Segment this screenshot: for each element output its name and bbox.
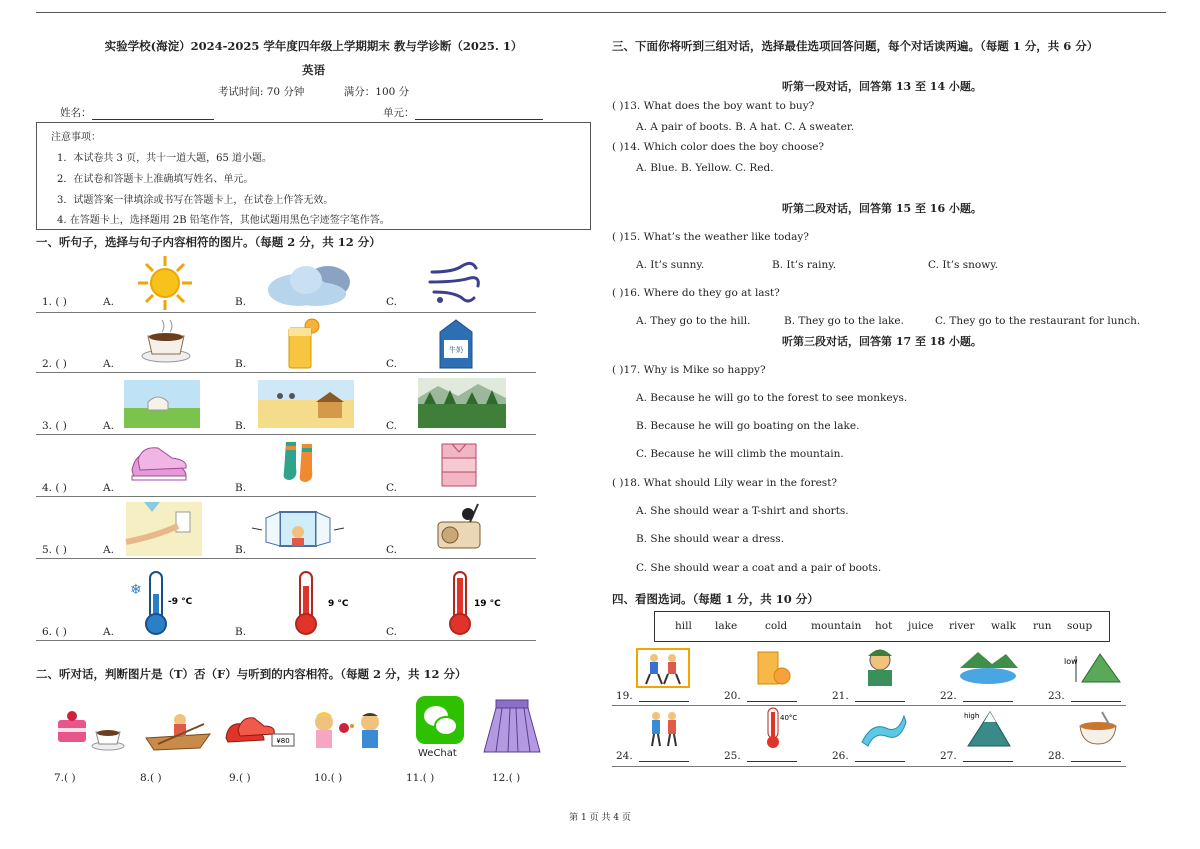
thermometer-cold-picture (122, 570, 202, 636)
section3-heading: 三、下面你将听到三组对话，选择最佳选项回答问题，每个对话读两遍。（每题 1 分，共 6 分） (612, 39, 1099, 53)
cake-coffee-picture (54, 702, 126, 754)
exam-title: 实验学校(海淀）2024-2025 学年度四年级上学期期末 教与学诊断（2025. 1） (104, 39, 523, 53)
top-rule (36, 12, 1166, 13)
q21-blank[interactable] (832, 690, 905, 702)
q18-option-c: C. She should wear a coat and a pair of boots. (636, 562, 882, 574)
q5-option-b: B. (235, 544, 247, 556)
dialog1-instruction: 听第一段对话，回答第 13 至 14 小题。 (782, 80, 982, 93)
word-bank (654, 611, 1110, 642)
open-window-picture (250, 508, 346, 550)
word-item: cold (765, 620, 788, 632)
q13-question[interactable]: ( )13. What does the boy want to buy? (612, 100, 815, 112)
lake-mountain-picture (956, 648, 1020, 688)
svg-text:牛奶: 牛奶 (449, 346, 463, 354)
q15-option-a: A. It’s sunny. (636, 259, 705, 271)
name-field[interactable] (60, 105, 214, 120)
price-tag: ¥80 (276, 737, 290, 745)
q15-option-c: C. It’s snowy. (928, 259, 999, 271)
wechat-icon (416, 696, 466, 744)
thermometer-warm-picture (294, 570, 364, 636)
q2-option-c: C. (386, 358, 397, 370)
q24-blank[interactable] (616, 750, 689, 762)
low-hill-picture (1064, 646, 1122, 686)
temp-label-cold: -9 °C (168, 597, 193, 607)
radio-picture (436, 502, 486, 552)
q15-question[interactable]: ( )15. What’s the weather like today? (612, 231, 809, 243)
q19-number: 19. (616, 690, 633, 702)
forest-picture (418, 378, 506, 428)
q19-blank[interactable] (616, 690, 689, 702)
q2-option-b: B. (235, 358, 247, 370)
row-divider (36, 496, 536, 497)
row-divider (36, 640, 536, 641)
q2-label[interactable]: 2. ( ) (42, 358, 67, 370)
dialog3-instruction: 听第三段对话，回答第 17 至 18 小题。 (782, 335, 982, 348)
page-footer: 第 1 页 共 4 页 (569, 813, 631, 823)
q18-question[interactable]: ( )18. What should Lily wear in the forest? (612, 477, 838, 489)
running-kids-picture (636, 648, 690, 688)
q4-option-b: B. (235, 482, 247, 494)
q10-label[interactable]: 10.( ) (314, 772, 343, 784)
q17-option-b: B. Because he will go boating on the lake. (636, 420, 860, 432)
coffee-picture (140, 318, 192, 364)
q27-number: 27. (940, 750, 957, 762)
word-item: hill (675, 620, 692, 632)
orange-juice-picture (752, 646, 792, 688)
exam-time: 考试时间: 70 分钟 (217, 86, 305, 98)
row-divider (612, 705, 1126, 706)
section1-heading: 一、听句子，选择与句子内容相符的图片。（每题 2 分，共 12 分） (36, 235, 381, 249)
ping-pong-picture (308, 706, 384, 754)
thermometer-hot-picture (448, 570, 518, 636)
dialog2-instruction: 听第二段对话，回答第 15 至 16 小题。 (782, 202, 982, 215)
q22-number: 22. (940, 690, 957, 702)
q26-blank[interactable] (832, 750, 905, 762)
q6-option-c: C. (386, 626, 397, 638)
q16-question[interactable]: ( )16. Where do they go at last? (612, 287, 780, 299)
q6-label[interactable]: 6. ( ) (42, 626, 67, 638)
q1-label[interactable]: 1. ( ) (42, 296, 67, 308)
walking-kids-picture (644, 708, 684, 750)
river-picture (858, 712, 908, 748)
full-score: 满分：100 分 (343, 86, 410, 98)
q20-blank[interactable] (724, 690, 797, 702)
rowing-boat-picture (144, 710, 212, 754)
section4-heading: 四、看图选词。（每题 1 分，共 10 分） (612, 592, 819, 606)
q12-label[interactable]: 12.( ) (492, 772, 521, 784)
cloud-picture (266, 260, 354, 308)
q5-option-a: A. (103, 544, 114, 556)
q26-number: 26. (832, 750, 849, 762)
q1-option-a: A. (103, 296, 114, 308)
q3-label[interactable]: 3. ( ) (42, 420, 67, 432)
q4-option-a: A. (103, 482, 114, 494)
grassland-yurt-picture (124, 380, 200, 428)
socks-picture (280, 440, 322, 486)
q20-number: 20. (724, 690, 741, 702)
temp-label-hot: 19 °C (474, 599, 501, 609)
unit-blank[interactable] (415, 107, 543, 120)
cold-person-picture (862, 646, 898, 688)
soup-bowl-picture (1076, 708, 1120, 748)
subject-title: 英语 (302, 63, 325, 77)
low-label: low (1064, 657, 1078, 666)
q3-option-c: C. (386, 420, 397, 432)
section2-heading: 二、听对话，判断图片是（T）否（F）与听到的内容相符。（每题 2 分，共 12 分） (36, 667, 467, 681)
skirt-picture (482, 698, 542, 754)
q25-blank[interactable] (724, 750, 797, 762)
q2-option-a: A. (103, 358, 114, 370)
notes-box (36, 122, 591, 230)
q6-option-b: B. (235, 626, 247, 638)
shoes-price-picture (224, 708, 296, 752)
q7-label[interactable]: 7.( ) (54, 772, 76, 784)
row-divider (612, 766, 1126, 767)
high-label: high (964, 712, 980, 720)
q9-label[interactable]: 9.( ) (229, 772, 251, 784)
note-item: 2．在试卷和答题卡上准确填写姓名、单元。 (57, 174, 254, 185)
notes-heading: 注意事项： (51, 132, 101, 143)
wind-picture (428, 260, 482, 306)
q24-number: 24. (616, 750, 633, 762)
q21-number: 21. (832, 690, 849, 702)
row-divider (36, 312, 536, 313)
word-item: river (949, 620, 975, 632)
q13-options: A. A pair of boots. B. A hat. C. A sweater. (636, 121, 855, 133)
light-switch-picture (126, 502, 202, 556)
temp-40-label: 40°C (780, 714, 798, 722)
q25-number: 25. (724, 750, 741, 762)
q5-label[interactable]: 5. ( ) (42, 544, 67, 556)
q23-number: 23. (1048, 690, 1065, 702)
row-divider (36, 372, 536, 373)
word-item: hot (875, 620, 893, 632)
word-item: soup (1067, 620, 1093, 632)
q17-question[interactable]: ( )17. Why is Mike so happy? (612, 364, 766, 376)
svg-text:❄: ❄ (130, 582, 142, 598)
q22-blank[interactable] (940, 690, 1013, 702)
word-item: lake (715, 620, 738, 632)
folded-shirts-picture (438, 438, 480, 488)
temp-label-warm: 9 °C (328, 599, 349, 609)
q18-option-a: A. She should wear a T-shirt and shorts. (636, 505, 849, 517)
word-item: walk (991, 620, 1016, 632)
q16-option-c: C. They go to the restaurant for lunch. (935, 315, 1141, 327)
q14-question[interactable]: ( )14. Which color does the boy choose? (612, 141, 825, 153)
beach-house-picture (258, 380, 354, 428)
q18-option-b: B. She should wear a dress. (636, 533, 785, 545)
sneakers-picture (128, 440, 190, 486)
wechat-label: WeChat (418, 748, 457, 759)
q11-label[interactable]: 11.( ) (406, 772, 435, 784)
q5-option-c: C. (386, 544, 397, 556)
q4-option-c: C. (386, 482, 397, 494)
q3-option-b: B. (235, 420, 247, 432)
q27-blank[interactable] (940, 750, 1013, 762)
q28-number: 28. (1048, 750, 1065, 762)
q17-option-a: A. Because he will go to the forest to see monkeys. (636, 392, 908, 404)
q14-options: A. Blue. B. Yellow. C. Red. (636, 162, 774, 174)
exam-info (36, 84, 591, 99)
juice-picture (284, 318, 322, 370)
hot-thermometer-picture (760, 706, 800, 750)
q16-option-b: B. They go to the lake. (784, 315, 904, 327)
name-blank[interactable] (92, 107, 214, 120)
row-divider (36, 434, 536, 435)
q8-label[interactable]: 8.( ) (140, 772, 162, 784)
q15-option-b: B. It’s rainy. (772, 259, 837, 271)
q4-label[interactable]: 4. ( ) (42, 482, 67, 494)
sun-picture (136, 254, 194, 312)
q23-blank[interactable] (1048, 690, 1121, 702)
note-item: 3．试题答案一律填涂或书写在答题卡上，在试卷上作答无效。 (57, 195, 334, 206)
q1-option-c: C. (386, 296, 397, 308)
unit-field[interactable] (383, 105, 543, 120)
word-item: juice (908, 620, 934, 632)
word-item: run (1033, 620, 1052, 632)
row-divider (36, 558, 536, 559)
word-item: mountain (811, 620, 862, 632)
high-mountain-picture (964, 708, 1014, 748)
note-item: 4. 在答题卡上，选择题用 2B 铅笔作答，其他试题用黑色字迹签字笔作答。 (57, 215, 390, 226)
q17-option-c: C. Because he will climb the mountain. (636, 448, 844, 460)
q28-blank[interactable] (1048, 750, 1121, 762)
q16-option-a: A. They go to the hill. (636, 315, 751, 327)
q3-option-a: A. (103, 420, 114, 432)
milk-carton-picture (436, 318, 476, 370)
unit-label: 单元： (383, 107, 415, 119)
q1-option-b: B. (235, 296, 247, 308)
name-label: 姓名： (60, 107, 92, 119)
q6-option-a: A. (103, 626, 114, 638)
note-item: 1．本试卷共 3 页，共十一道大题，65 道小题。 (57, 153, 272, 164)
